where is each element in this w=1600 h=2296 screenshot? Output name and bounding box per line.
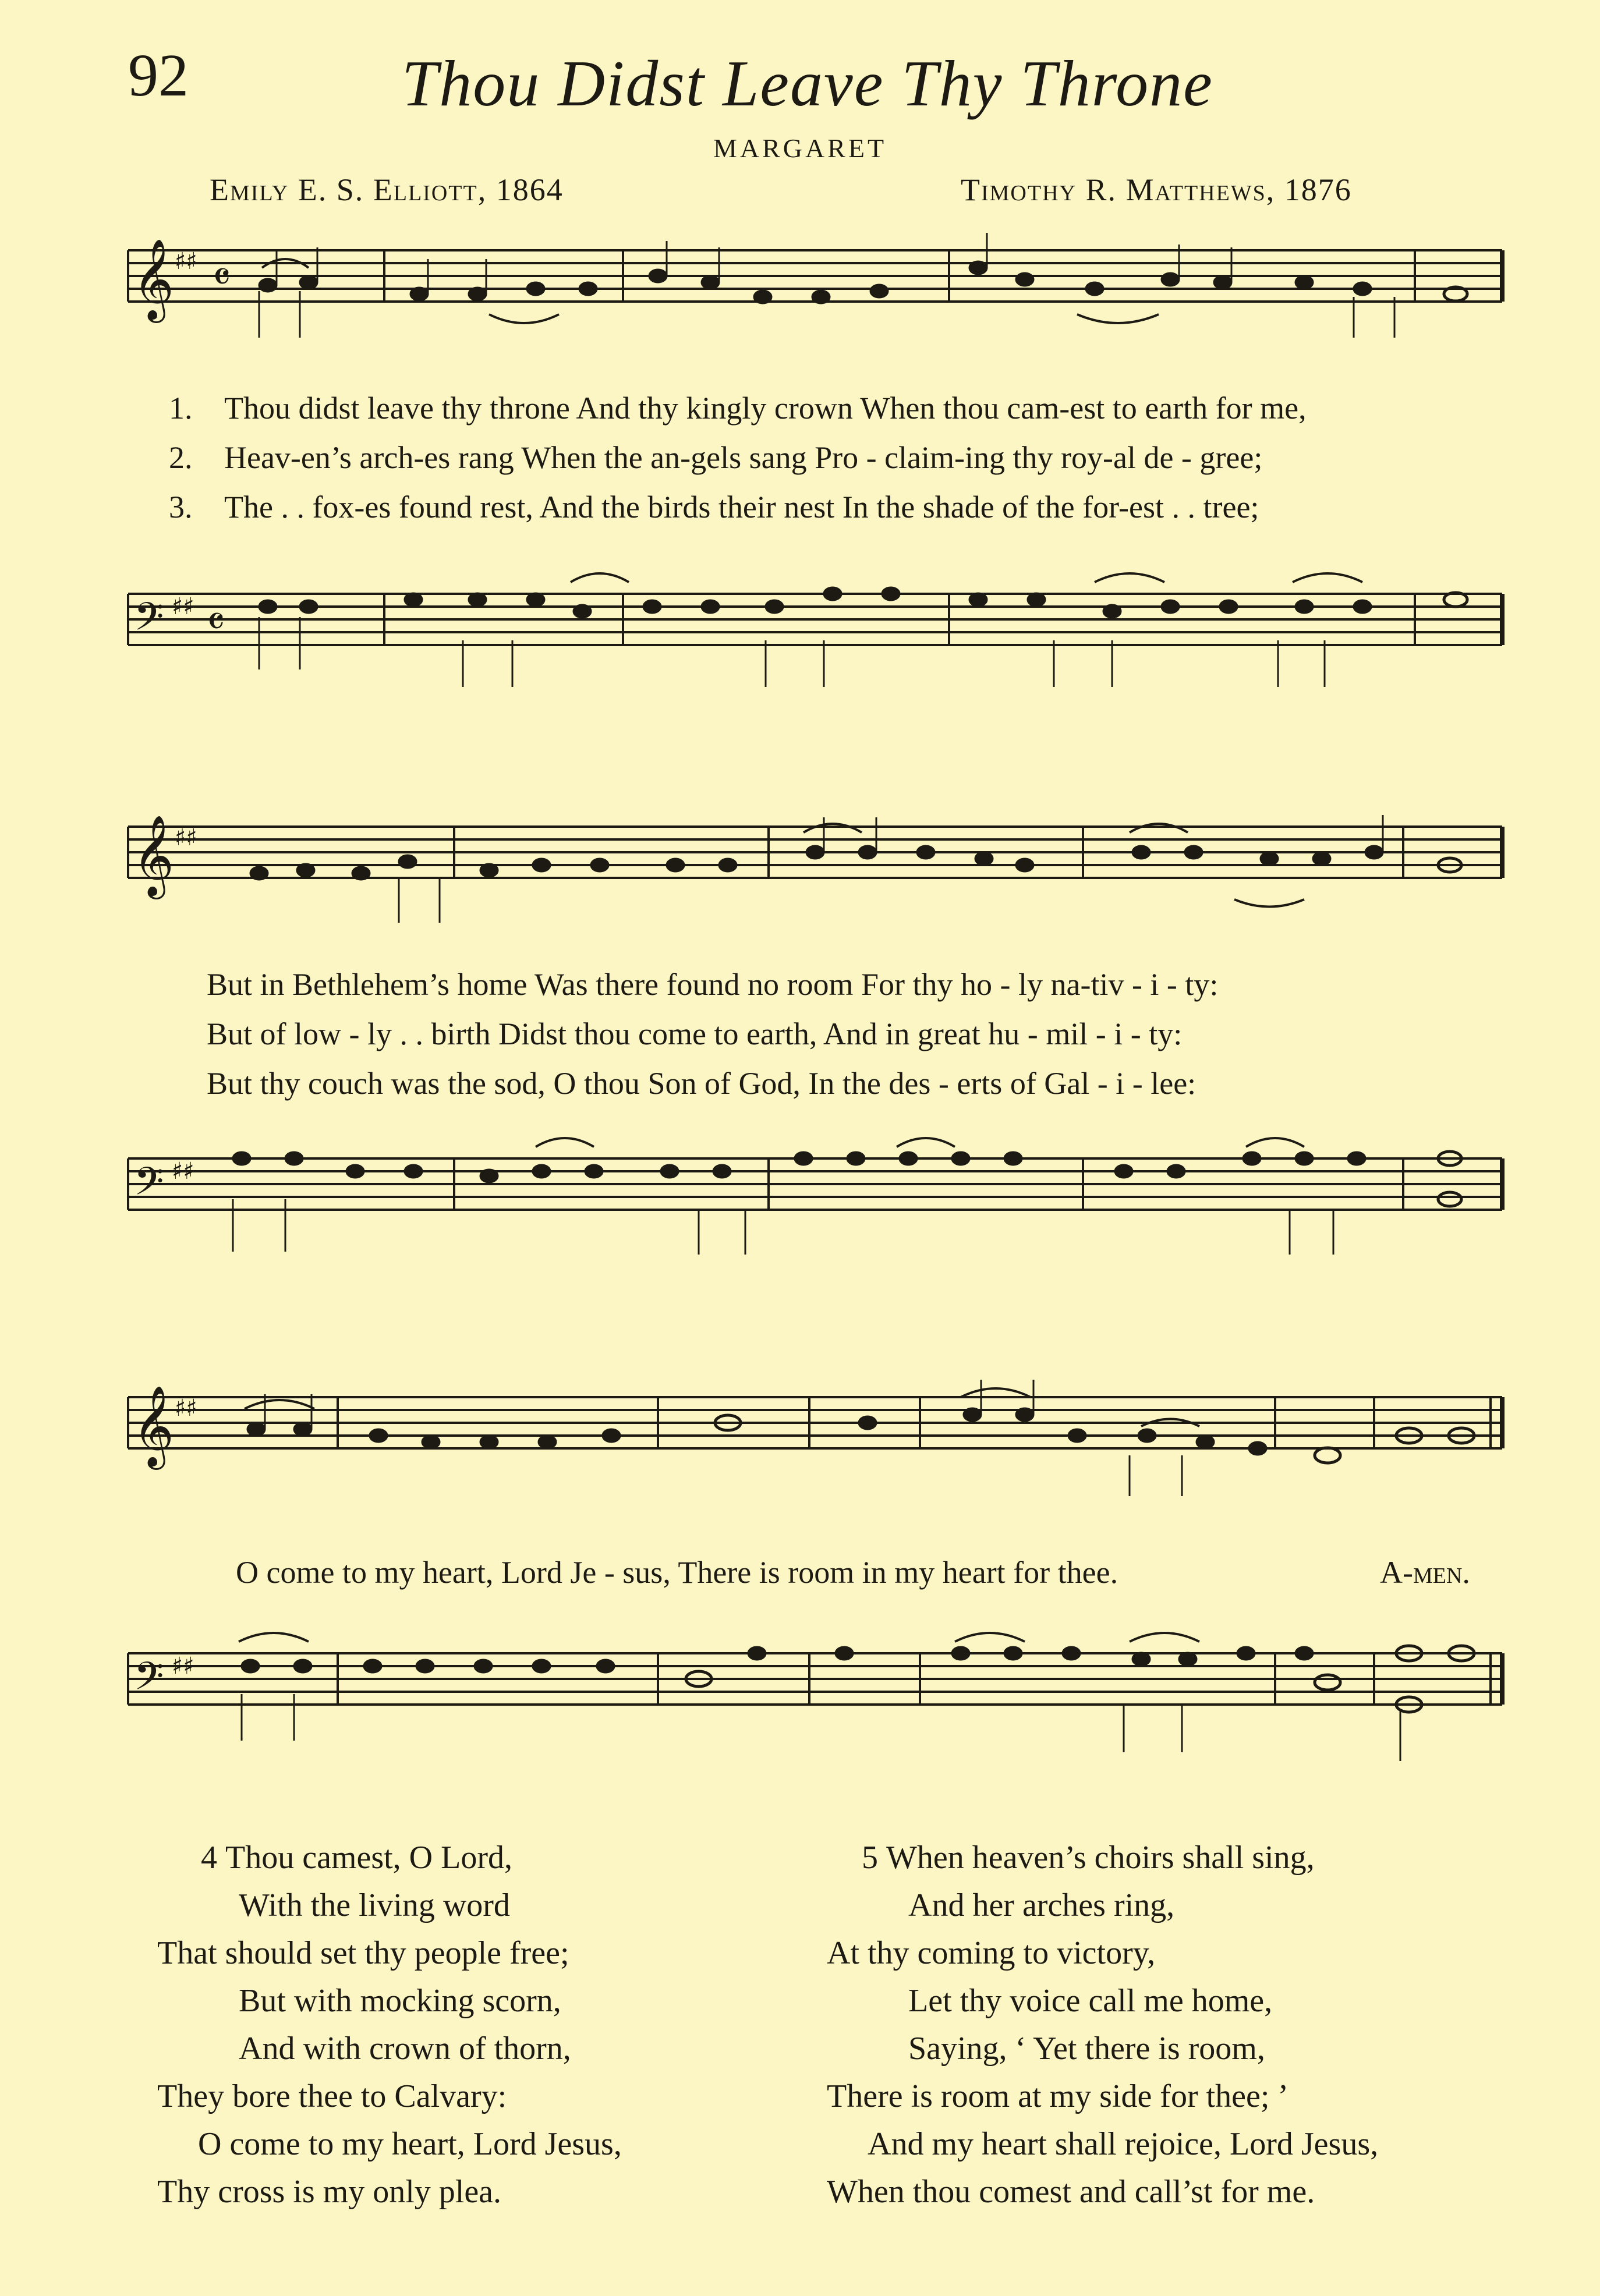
amen-text: A-men. (1380, 1555, 1470, 1590)
treble-clef-icon: 𝄞 (133, 239, 174, 320)
verse-4-line-8: Thy cross is my only plea. (157, 2174, 502, 2210)
verse-4-line-5: And with crown of thorn, (239, 2031, 571, 2067)
page-number: 92 (128, 42, 189, 109)
verse-number: 3. (169, 490, 193, 525)
refrain-line: O come to my heart, Lord Je - sus, There is room in my heart for thee. (236, 1555, 1118, 1590)
treble-clef-icon: 𝄞 (133, 1386, 174, 1466)
composer-credit: Timothy R. Matthews, 1876 (961, 172, 1352, 207)
verse-4-line-7: O come to my heart, Lord Jesus, (198, 2126, 622, 2162)
hymn-title: Thou Didst Leave Thy Throne (402, 48, 1213, 120)
verse-5-line-5: Saying, ‘ Yet there is room, (908, 2031, 1265, 2067)
tune-name: MARGARET (713, 133, 887, 163)
lyric-text: The . . fox-es found rest, And the birds their nest In the shade of the for-est . . tree; (224, 490, 1259, 525)
key-signature-two-sharps-icon: ♯♯ (175, 248, 197, 275)
verse-4-line-3: That should set thy people free; (157, 1935, 569, 1971)
system-2-treble-staff (116, 798, 1514, 961)
verse-1-line (169, 390, 1307, 426)
common-time-icon: 𝄴 (207, 598, 225, 646)
system-2-line-3: But thy couch was the sod, O thou Son of God, In the des - erts of Gal - i - lee: (207, 1066, 1197, 1101)
verse-4-line-4: But with mocking scorn, (239, 1983, 561, 2019)
author-credit: Emily E. S. Elliott, 1864 (210, 172, 564, 207)
verse-number: 2. (169, 440, 193, 475)
verse-5-line-1: 5 When heaven’s choirs shall sing, (862, 1840, 1315, 1876)
verse-5-line-7: And my heart shall rejoice, Lord Jesus, (868, 2126, 1379, 2162)
verse-5-block (827, 1834, 1378, 2216)
verse-number: 5 (862, 1840, 878, 1876)
common-time-icon: 𝄴 (213, 253, 231, 301)
system-2-line-2: But of low - ly . . birth Didst thou come to earth, And in great hu - mil - i - ty: (207, 1016, 1183, 1051)
bass-clef-icon: 𝄢 (134, 1654, 164, 1708)
bass-clef-icon: 𝄢 (134, 1159, 164, 1213)
key-signature-two-sharps-icon: ♯♯ (172, 1158, 194, 1185)
lyric-text: Heav-en’s arch-es rang When the an-gels sang Pro - claim-ing thy roy-al de - gree; (224, 440, 1263, 475)
verse-2-line (169, 440, 1262, 476)
lyric-text: Thou didst leave thy throne And thy kingly crown When thou cam-est to earth for me, (224, 391, 1307, 426)
key-signature-two-sharps-icon: ♯♯ (172, 593, 194, 620)
verse-4-line-1: 4 Thou camest, O Lord, (201, 1840, 512, 1876)
key-signature-two-sharps-icon: ♯♯ (175, 1395, 197, 1422)
system-1-bass-staff (116, 536, 1514, 699)
system-2-line-1: But in Bethlehem’s home Was there found no room For thy ho - ly na-tiv - i - ty: (207, 967, 1219, 1002)
verse-number: 4 (201, 1840, 217, 1876)
system-1-treble-staff (116, 233, 1514, 396)
verse-3-line (169, 489, 1259, 525)
verse-number: 1. (169, 391, 193, 426)
system-2-bass-staff (116, 1112, 1514, 1275)
verse-4-line-2: With the living word (239, 1887, 510, 1923)
verse-4-block (157, 1834, 622, 2216)
verse-5-line-2: And her arches ring, (908, 1887, 1175, 1923)
key-signature-two-sharps-icon: ♯♯ (172, 1653, 194, 1680)
verse-5-line-4: Let thy voice call me home, (908, 1983, 1273, 2019)
verse-5-line-8: When thou comest and call’st for me. (827, 2174, 1315, 2210)
system-3-bass-staff (116, 1607, 1514, 1793)
treble-clef-icon: 𝄞 (133, 815, 174, 896)
bass-clef-icon: 𝄢 (134, 594, 164, 649)
key-signature-two-sharps-icon: ♯♯ (175, 824, 197, 851)
verse-5-line-6: There is room at my side for thee; ’ (827, 2078, 1289, 2114)
verse-5-line-3: At thy coming to victory, (827, 1935, 1156, 1971)
system-3-treble-staff (116, 1356, 1514, 1543)
verse-4-line-6: They bore thee to Calvary: (157, 2078, 507, 2114)
